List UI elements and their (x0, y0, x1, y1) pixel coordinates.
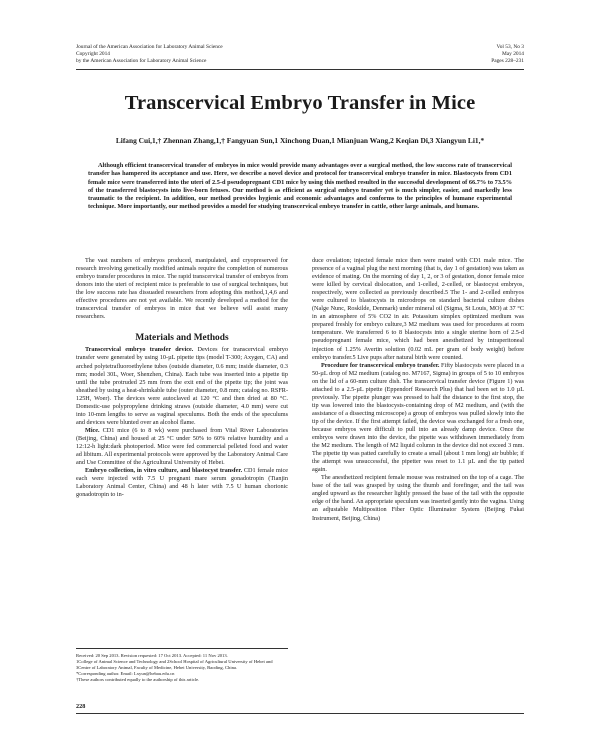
received-dates: Received: 20 Sep 2013. Revision requested: 17 Oct 2013. Accepted: 11 Nov 2013. (76, 653, 228, 658)
volume-number: Vol 53, No 3 (496, 44, 524, 50)
footnotes (76, 648, 288, 683)
issue-date: May 2014 (501, 51, 524, 57)
intro-paragraph: The vast numbers of embryos produced, manipulated, and cryopreserved for research involving genetically modified animals require the completion of numerous embryo transfer procedures in mice. The rapid transcervical transfer of embryos from donors into the uteri of recipient mice is preferable to use of surgical techniques, but the low success rate has dissuaded researchers from adopting this method,1,4,6 and effective procedures are not yet available. We recently developed a method for the transcervical transfer of embryos in mice that we believe will assist many researchers. (76, 257, 288, 321)
collection-paragraph (76, 467, 288, 499)
issue-info (491, 44, 524, 65)
left-column (76, 257, 288, 499)
recipient-paragraph: The anesthetized recipient female mouse was restrained on the top of a cage. The base of the tail was grasped by using the thumb and forefinger, and the tail was angled upward as the researcher lightly pressed the base of the tail with the opposite edge of the hand. An appropriate speculum was inserted gently into the vagina. Using an adjustable Multiposition Fiber Optic Illuminator System (Beijing Fukai Instrument, Beijing, China) (312, 474, 524, 522)
ovulation-paragraph: duce ovulation; injected female mice then were mated with CD1 male mice. The presence of a vaginal plug the next morning (that is, day 1 of gestation) was taken as evidence of mating. On the morning of day 1, 2, or 3 of gestation, donor female mice were killed by cervical dislocation, and 1-celled, 2-celled, or blastocyst embryos, respectively, were collected as previously described.5 The 1- and 2-celled embryos were cultured to blastocysts in microdrops on standard bacterial culture dishes (Nalge Nunc, Roskilde, Denmark) under mineral oil (Sigma, St Louis, MO) at 37 °C in an atmosphere of 5% CO2 in air. Potassium simplex optimized medium was prepared freshly for embryo culture,3 M2 medium was used for procedures at room temperature. We transferred 6 to 8 blastocysts into a single uterine horn of 2.5-d pseudopregnant female mice, which had been anesthetized by intraperitoneal injection of 1.25% Avertin solution (0.02 mL per gram of body weight) before embryo transfer.5 Live pups after natural birth were counted. (312, 257, 524, 361)
device-paragraph (76, 346, 288, 426)
footnote-rule (76, 648, 288, 649)
section-heading-methods: Materials and Methods (135, 333, 229, 344)
procedure-paragraph (312, 362, 524, 475)
abstract: Although efficient transcervical transfer of embryos in mice would provide many advantages over a surgical method, the low success rate of transcervical transfer has hampered its acceptance and use. Here, we describe a novel device and protocol for transcervical embryo transfer in mice. Blastocysts from CD1 female mice were transferred into the uteri of 2.5-d pseudopregnant CD1 mice by using this method resulted in the successful development of 66.7% to 73.5% of the transferred blastocysts into live-born fetuses. Our method is as efficient as surgical embryo transfer yet is much simpler, easier, and markedly less traumatic to the recipient. In addition, our method provides hygienic and economic advantages and conforms to the principles of humane experimental technique. More importantly, our method provides a model for studying transcervical embryo transfer in cattle, other large animals, and humans. (88, 162, 512, 211)
affiliations: 1College of Animal Science and Technology and 2School Hospital of Agricultural University of Hebei and 3Centre of Laboratory Animal, Faculty of Medicine, Hebei University, Baoding, China. (76, 658, 273, 670)
page-number: 228 (76, 703, 86, 710)
header-rule (76, 69, 524, 70)
journal-copyright: Copyright 2014 (76, 51, 110, 57)
journal-header (76, 44, 223, 65)
page-range: Pages 228–231 (491, 58, 524, 64)
journal-name: Journal of the American Association for Laboratory Animal Science (76, 44, 223, 50)
article-title: Transcervical Embryo Transfer in Mice (124, 92, 476, 114)
mice-paragraph (76, 427, 288, 467)
right-column (312, 257, 524, 523)
collection-text: CD1 female mice each were injected with 7.5 U pregnant mare serum gonadotropin (Tianjin Laboratory Animal Center, China) and 48 h later with 7.5 U human chorionic gonadotropin to in- (76, 467, 288, 499)
procedure-lead: Procedure for transcervical embryo transfer. (321, 361, 440, 369)
equal-contribution: †These authors contributed equally to the authorship of this article. (76, 676, 200, 682)
mice-text: CD1 mice (6 to 8 wk) were purchased from Vital River Laboratories (Beijing, China) and housed at 25 °C under 50% to 60% relative humidity and a 12:12-h light:dark photoperiod. Mice were fed commercial pelleted food and water ad libitum. All experimental protocols were approved by the Laboratory Animal Care and Use Committee of the Agricultural University of Hebei. (76, 426, 288, 467)
procedure-text: Fifty blastocysts were placed in a 50-µL drop of M2 medium (catalog no. M7167, Sigma) in groups of 5 to 10 embryos on the lid of a 60-mm culture dish. The transcervical transfer device (Figure 1) was attached to a 2.5-µL pipette (Eppendorf Research Plus) that had been set to 1.0 µL previously. The pipette plunger was pressed to half the distance to the first stop, the tip was lowered into the blastocysts-containing drop of M2 medium, and (with the assistance of a dissecting microscope) a group of embryos was pulled slowly into the tip of the device. If the first attempt failed, the device was exchanged for a fresh one, because embryos were difficult to pull into an already damp device. Once the embryos were drawn into the device, the pipette was withdrawn immediately from the M2 medium. The length of M2 liquid column in the device did not exceed 3 mm. The pipette tip was patted carefully to create a small (about 1 mm long) air bubble; if the attempt was unsuccessful, the pipetter was reset to 1.1 µL and the tip patted again. (312, 361, 525, 474)
device-text: Devices for transcervical embryo transfer were generated by using 10-µL pipette tips (model T-300; Axygen, CA) and arched polytetrafluoroethylene tubes (outside diameter, 0.6 mm; inside diameter, 0.3 mm; model 30L, Woer, Shenzhen, China). Each tube was inserted into a pipette tip until the tube protruded 25 mm from the exit end of the pipette tip; the joint was sheathed by using a heat-shrinkable tube (outer diameter, 0.8 mm; catalog no. RSFR-125H, Woer). The devices were autoclaved at 120 °C and then dried at 80 °C. Domestic-use polypropylene drinking straws (outside diameter, 4.0 mm) were cut into 10-mm lengths to serve as vaginal speculums. Both the ends of the speculums and devices were blunted over an alcohol flame. (76, 346, 288, 426)
mice-lead: Mice. (85, 426, 100, 434)
journal-publisher: by the American Association for Laboratory Animal Science (76, 58, 207, 64)
corresponding-author: *Corresponding author. Email: Lxyun@hebau.edu.cn (76, 670, 175, 676)
device-lead: Transcervical embryo transfer device. (85, 346, 194, 354)
collection-lead: Embryo collection, in vitro culture, and blastocyst transfer. (85, 467, 243, 475)
author-list: Lifang Cui,1,† Zhennan Zhang,1,† Fangyuan Sun,1 Xinchong Duan,1 Mianjuan Wang,2 Keqian Di,3 Xiangyun Li1,* (115, 136, 485, 145)
footer-rule (76, 713, 524, 714)
